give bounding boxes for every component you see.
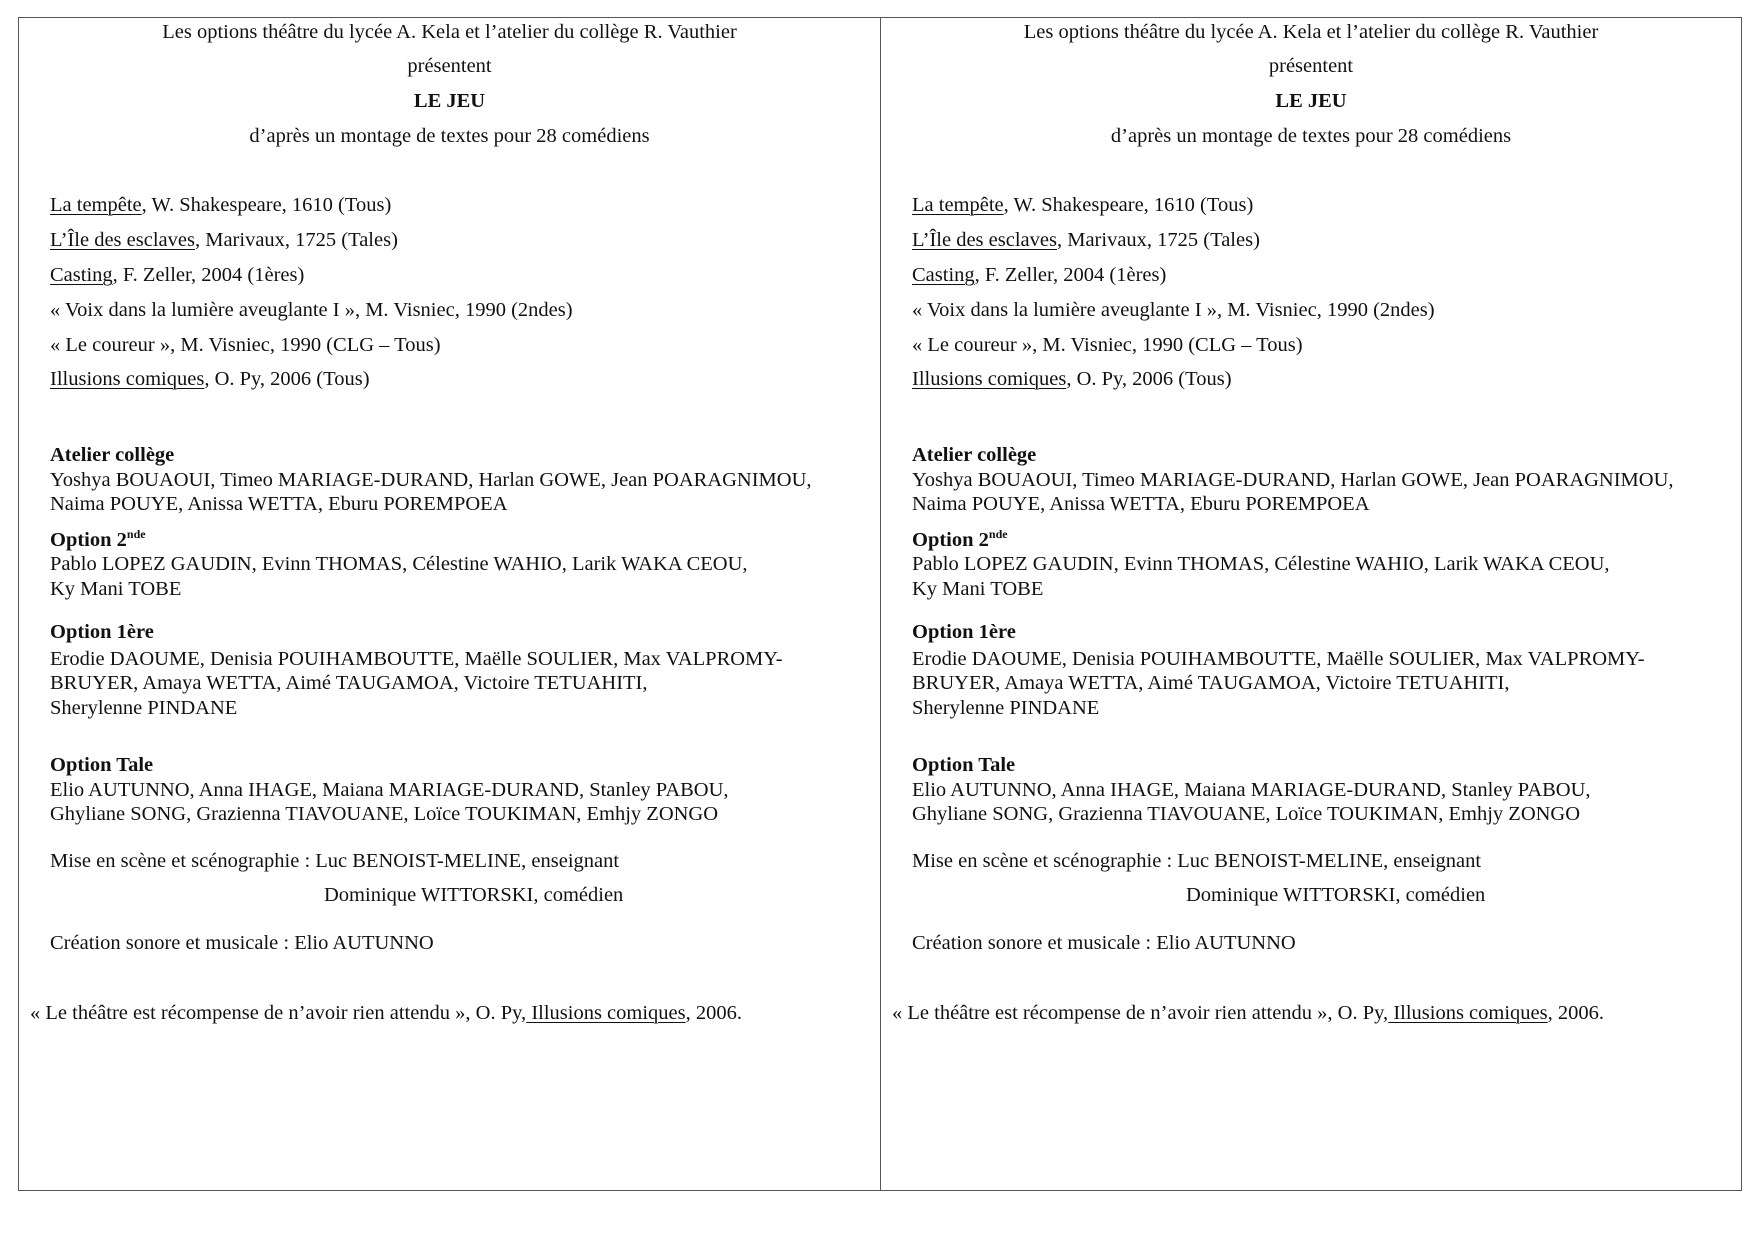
staging-credit: Mise en scène et scénographie : Luc BENOIST-MELINE, enseignant	[912, 850, 1482, 872]
show-title: LE JEU	[1275, 90, 1347, 112]
header-presents: présentent	[407, 55, 492, 77]
program-table	[18, 17, 1742, 1191]
quote-work-title: Illusions comiques	[1388, 1002, 1548, 1024]
work-item: « Le coureur », M. Visniec, 1990 (CLG – Tous)	[50, 334, 441, 356]
cast-line: Erodie DAOUME, Denisia POUIHAMBOUTTE, Maëlle SOULIER, Max VALPROMY-	[50, 648, 783, 670]
cast-line: Sherylenne PINDANE	[912, 697, 1100, 719]
show-subtitle: d’après un montage de textes pour 28 comédiens	[1110, 125, 1512, 147]
work-item: Casting, F. Zeller, 2004 (1ères)	[912, 264, 1167, 286]
work-item: Casting, F. Zeller, 2004 (1ères)	[50, 264, 305, 286]
cast-line: Elio AUTUNNO, Anna IHAGE, Maiana MARIAGE-DURAND, Stanley PABOU,	[50, 779, 729, 801]
staging-credit-second: Dominique WITTORSKI, comédien	[1186, 884, 1486, 906]
cast-line: Ky Mani TOBE	[912, 578, 1044, 600]
cast-line: Naima POUYE, Anissa WETTA, Eburu POREMPOEA	[50, 493, 508, 515]
cast-line: Yoshya BOUAOUI, Timeo MARIAGE-DURAND, Harlan GOWE, Jean POARAGNIMOU,	[912, 469, 1674, 491]
staging-credit: Mise en scène et scénographie : Luc BENOIST-MELINE, enseignant	[50, 850, 620, 872]
work-title: La tempête	[912, 194, 1004, 216]
work-item: L’Île des esclaves, Marivaux, 1725 (Tales)	[912, 229, 1260, 251]
work-item: « Le coureur », M. Visniec, 1990 (CLG – Tous)	[912, 334, 1303, 356]
group-heading: Option 2nde	[912, 527, 1008, 551]
work-item: Illusions comiques, O. Py, 2006 (Tous)	[912, 368, 1232, 390]
work-item: La tempête, W. Shakespeare, 1610 (Tous)	[50, 194, 392, 216]
group-heading: Option 1ère	[50, 621, 154, 643]
work-item: La tempête, W. Shakespeare, 1610 (Tous)	[912, 194, 1254, 216]
work-title: L’Île des esclaves	[50, 229, 195, 251]
staging-credit-second: Dominique WITTORSKI, comédien	[324, 884, 624, 906]
program-column-right	[880, 18, 1741, 1190]
work-item: « Voix dans la lumière aveuglante I », M. Visniec, 1990 (2ndes)	[912, 299, 1435, 321]
cast-line: Elio AUTUNNO, Anna IHAGE, Maiana MARIAGE-DURAND, Stanley PABOU,	[912, 779, 1591, 801]
show-subtitle: d’après un montage de textes pour 28 comédiens	[249, 125, 650, 147]
closing-quote: « Le théâtre est récompense de n’avoir rien attendu », O. Py, Illusions comiques, 2006.	[892, 1002, 1604, 1024]
group-heading: Option 2nde	[50, 527, 146, 551]
header-presents: présentent	[1268, 55, 1354, 77]
quote-work-title: Illusions comiques	[526, 1002, 686, 1024]
cast-line: Ghyliane SONG, Grazienna TIAVOUANE, Loïce TOUKIMAN, Emhjy ZONGO	[50, 803, 719, 825]
cast-line: Pablo LOPEZ GAUDIN, Evinn THOMAS, Célestine WAHIO, Larik WAKA CEOU,	[50, 553, 748, 575]
program-column-left	[19, 18, 880, 1190]
cast-line: Ghyliane SONG, Grazienna TIAVOUANE, Loïce TOUKIMAN, Emhjy ZONGO	[912, 803, 1581, 825]
work-title: Illusions comiques	[912, 368, 1067, 390]
cast-line: Ky Mani TOBE	[50, 578, 182, 600]
work-title: L’Île des esclaves	[912, 229, 1057, 251]
work-title: La tempête	[50, 194, 142, 216]
show-title: LE JEU	[413, 90, 486, 112]
work-item: Illusions comiques, O. Py, 2006 (Tous)	[50, 368, 370, 390]
sound-credit: Création sonore et musicale : Elio AUTUNNO	[50, 932, 434, 954]
group-heading: Option Tale	[912, 754, 1016, 776]
cast-line: Pablo LOPEZ GAUDIN, Evinn THOMAS, Célestine WAHIO, Larik WAKA CEOU,	[912, 553, 1610, 575]
header-line: Les options théâtre du lycée A. Kela et l’atelier du collège R. Vauthier	[162, 21, 737, 43]
work-title: Casting	[50, 264, 113, 286]
cast-line: BRUYER, Amaya WETTA, Aimé TAUGAMOA, Victoire TETUAHITI,	[50, 672, 648, 694]
work-title: Illusions comiques	[50, 368, 205, 390]
cast-line: BRUYER, Amaya WETTA, Aimé TAUGAMOA, Victoire TETUAHITI,	[912, 672, 1510, 694]
closing-quote: « Le théâtre est récompense de n’avoir rien attendu », O. Py, Illusions comiques, 2006.	[30, 1002, 742, 1024]
group-heading: Atelier collège	[912, 444, 1037, 466]
work-title: Casting	[912, 264, 975, 286]
cast-line: Naima POUYE, Anissa WETTA, Eburu POREMPOEA	[912, 493, 1370, 515]
cast-line: Erodie DAOUME, Denisia POUIHAMBOUTTE, Maëlle SOULIER, Max VALPROMY-	[912, 648, 1645, 670]
group-heading: Atelier collège	[50, 444, 175, 466]
cast-line: Yoshya BOUAOUI, Timeo MARIAGE-DURAND, Harlan GOWE, Jean POARAGNIMOU,	[50, 469, 812, 491]
group-heading: Option Tale	[50, 754, 154, 776]
sound-credit: Création sonore et musicale : Elio AUTUNNO	[912, 932, 1296, 954]
work-item: « Voix dans la lumière aveuglante I », M. Visniec, 1990 (2ndes)	[50, 299, 573, 321]
header-line: Les options théâtre du lycée A. Kela et l’atelier du collège R. Vauthier	[1023, 21, 1599, 43]
work-item: L’Île des esclaves, Marivaux, 1725 (Tales)	[50, 229, 398, 251]
group-heading: Option 1ère	[912, 621, 1016, 643]
cast-line: Sherylenne PINDANE	[50, 697, 238, 719]
